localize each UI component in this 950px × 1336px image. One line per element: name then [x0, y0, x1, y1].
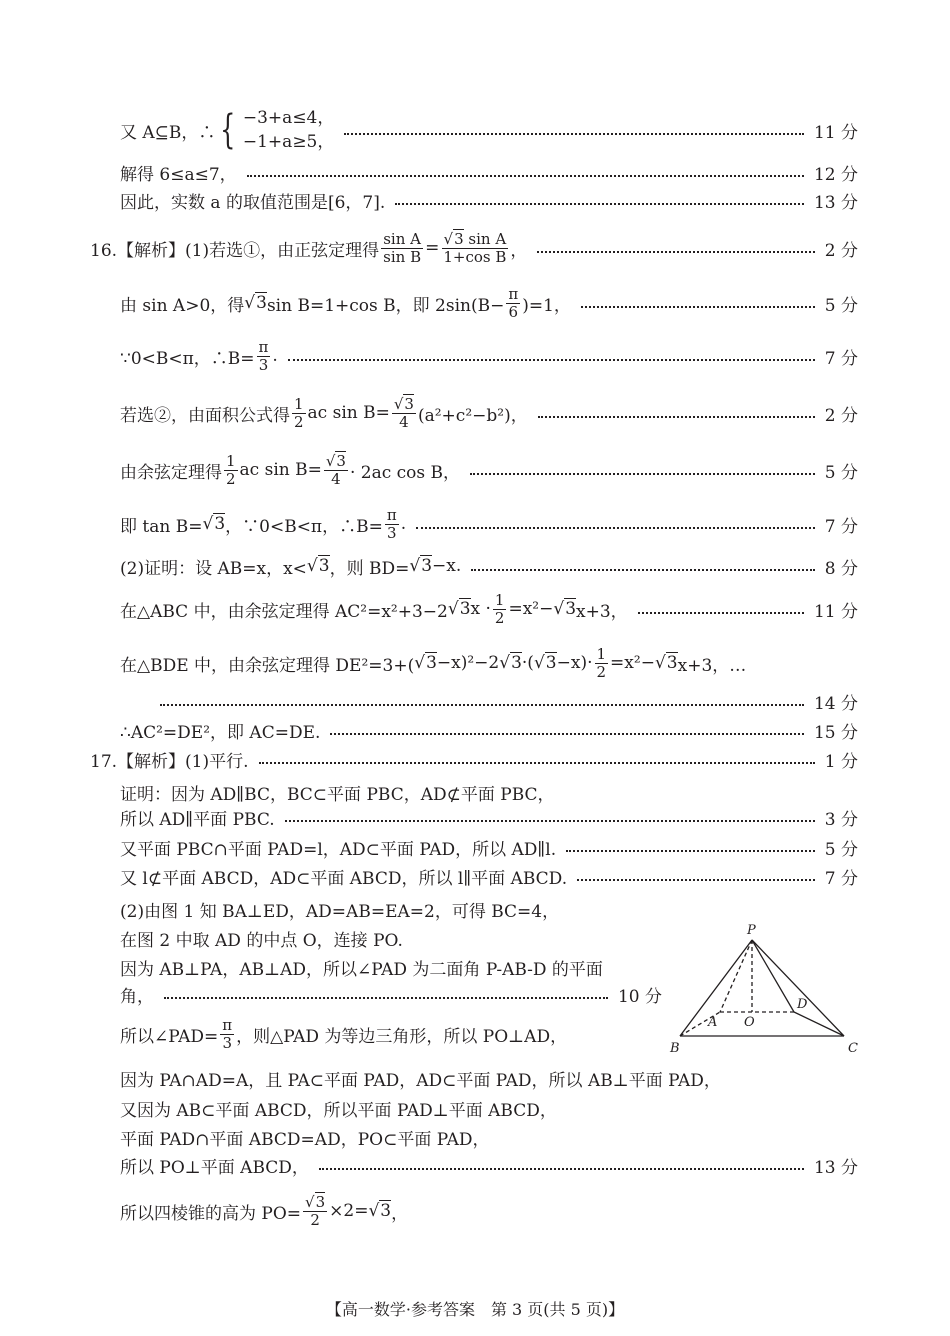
q15-step-13	[120, 185, 858, 215]
score: 1 分	[824, 751, 858, 772]
edge-pd	[752, 940, 794, 1012]
fraction: $\frac{\pi}{3}$	[386, 505, 397, 542]
score: 12 分	[813, 164, 858, 185]
leader-dots	[259, 762, 815, 764]
text: (2)证明：设 AB=x，x<	[120, 558, 307, 579]
q16-c3	[120, 643, 862, 683]
leader-dots	[330, 733, 804, 735]
text: .	[400, 514, 407, 534]
score: 3 分	[824, 809, 858, 830]
q17-b9	[120, 1150, 858, 1180]
label-c: C	[848, 1041, 858, 1056]
sqrt: √ 3	[499, 653, 522, 673]
q16-c2	[120, 589, 858, 629]
q16-c1	[120, 551, 858, 581]
fraction: $\frac{1}{2}$	[226, 451, 236, 488]
q16-a2	[120, 283, 858, 323]
q17-number: 17.【解析】(1)平行.	[90, 751, 249, 772]
fraction: √ $\frac{3}{4}$	[392, 396, 416, 431]
leader-dots	[395, 203, 804, 205]
text: 若选②，由面积公式得	[120, 405, 290, 426]
text: ，则△PAD 为等边三角形，所以 PO⊥AD，	[236, 1026, 568, 1047]
text: ac sin B=	[307, 403, 390, 423]
text: 在△ABC 中，由余弦定理得 AC²=x²+3−2	[120, 601, 448, 622]
text: ，则 BD=	[329, 558, 410, 579]
fraction: √ $\frac{3}{4}$	[324, 453, 348, 488]
fraction: √ $\frac{3}{2}$	[303, 1194, 327, 1229]
text: 所以 AD∥平面 PBC.	[120, 809, 275, 830]
score: 11 分	[813, 122, 858, 143]
text: ，∵0<B<π，∴B=	[225, 516, 383, 537]
fraction: $\frac{1}{2}$	[494, 590, 505, 627]
text: ·(	[521, 653, 534, 673]
text: 又 l⊄平面 ABCD，AD⊂平面 ABCD，所以 l∥平面 ABCD.	[120, 868, 568, 889]
text: 由 sin A>0，得	[120, 295, 245, 316]
q17-b10	[120, 1190, 858, 1232]
q17-b4	[120, 979, 662, 1009]
score: 5 分	[824, 839, 858, 860]
sqrt: √ 3	[244, 293, 267, 313]
q17-b7: 又因为 AB⊂平面 ABCD，所以平面 PAD⊥平面 ABCD，	[120, 1101, 557, 1121]
sqrt: √ 3	[307, 556, 330, 576]
leader-dots	[288, 359, 815, 361]
q15-l11-row1: −3+a≤4，	[242, 108, 335, 128]
text: −x)·	[556, 653, 593, 673]
sqrt: √ 3	[202, 514, 225, 534]
score: 7 分	[824, 516, 858, 537]
leader-dots	[470, 473, 815, 475]
page-footer: 【高一数学·参考答案 第 3 页(共 5 页)】	[325, 1300, 625, 1319]
leader-dots	[164, 997, 608, 999]
text: 又平面 PBC∩平面 PAD=l，AD⊂平面 PAD，所以 AD∥l.	[120, 839, 557, 860]
leader-dots	[416, 527, 815, 529]
fraction: $\frac{1}{2}$	[596, 644, 607, 681]
text: 即 tan B=	[120, 516, 203, 537]
text: 所以 PO⊥平面 ABCD，	[120, 1157, 309, 1178]
text: 在△BDE 中，由余弦定理得 DE²=3+(	[120, 655, 415, 676]
text: 由余弦定理得	[120, 462, 222, 483]
text: 所以∠PAD=	[120, 1026, 219, 1047]
q17-a3	[120, 802, 858, 832]
leader-dots	[247, 175, 804, 177]
text: ×2=	[329, 1201, 369, 1221]
score: 15 分	[813, 722, 858, 743]
left-brace: {	[220, 107, 236, 153]
q16-b2	[120, 450, 858, 490]
label-a: A	[708, 1015, 718, 1030]
q15-l13: 因此，实数 a 的取值范围是[6，7].	[120, 192, 386, 213]
score: 2 分	[824, 405, 858, 426]
pyramid-figure	[664, 920, 864, 1056]
q16-a1	[90, 228, 858, 268]
score: 5 分	[824, 295, 858, 316]
score: 7 分	[824, 348, 858, 369]
edge-pc	[752, 940, 844, 1036]
text: ∵0<B<π，∴B=	[120, 348, 255, 369]
leader-dots	[638, 612, 804, 614]
fraction: $\frac{\pi}{3}$	[222, 1015, 233, 1052]
q16-number: 16.【解析】(1)若选①，由正弦定理得	[90, 240, 380, 261]
leader-dots	[537, 251, 814, 253]
q17-b5	[120, 1014, 650, 1054]
fraction: $\frac{\pi}{3}$	[258, 337, 269, 374]
sqrt: √ 3	[368, 1201, 391, 1221]
score: 5 分	[824, 462, 858, 483]
score: 14 分	[813, 693, 858, 714]
q17-a4	[120, 832, 858, 862]
q15-inequality-system	[215, 106, 334, 154]
q16-c4	[120, 686, 858, 716]
q16-a3	[120, 336, 858, 376]
q17-a2: 证明：因为 AD∥BC，BC⊂平面 PBC，AD⊄平面 PBC，	[120, 785, 555, 805]
leader-dots	[566, 850, 815, 852]
leader-dots	[581, 306, 815, 308]
leader-dots	[344, 133, 804, 135]
text: −x.	[432, 556, 462, 576]
leader-dots	[538, 416, 815, 418]
sqrt: √ 3	[448, 599, 471, 619]
text: .	[272, 346, 278, 366]
text: · 2ac cos B，	[349, 462, 461, 483]
score: 8 分	[824, 558, 858, 579]
fraction: $\frac{\pi}{6}$	[508, 284, 519, 321]
score: 13 分	[813, 1157, 858, 1178]
text: )=1，	[522, 295, 571, 316]
text: (a²+c²−b²)，	[417, 405, 528, 426]
q17-b6: 因为 PA∩AD=A，且 PA⊂平面 PAD，AD⊂平面 PAD，所以 AB⊥平面 PAD，	[120, 1071, 721, 1091]
leader-dots	[577, 879, 815, 881]
text: x+3，	[576, 601, 628, 622]
q17-b3: 因为 AB⊥PA，AB⊥AD，所以∠PAD 为二面角 P-AB-D 的平面	[120, 960, 603, 980]
text: =x²−	[508, 599, 554, 619]
score: 11 分	[813, 601, 858, 622]
score: 10 分	[617, 986, 662, 1007]
text: ∴AC²=DE²，即 AC=DE.	[120, 722, 321, 743]
equals: =	[425, 238, 440, 258]
sqrt: √ 3	[534, 653, 557, 673]
q15-step-11	[120, 107, 858, 153]
label-b: B	[670, 1041, 680, 1056]
sqrt: √ 3	[409, 556, 432, 576]
sqrt: √ 3	[655, 653, 678, 673]
text: ，	[391, 1203, 409, 1224]
q15-step-12	[120, 157, 858, 187]
score: 2 分	[824, 240, 858, 261]
score: 13 分	[813, 192, 858, 213]
label-p: P	[747, 923, 756, 938]
fraction: √ $\frac{\text{3 sin A}}{\text{1+cos B}}$	[441, 231, 508, 266]
label-d: D	[797, 997, 808, 1012]
q16-b3	[120, 504, 858, 544]
q17-a5	[120, 861, 858, 891]
q15-l11-row2: −1+a≥5，	[242, 132, 335, 152]
text: 角，	[120, 986, 154, 1007]
punct: ，	[510, 240, 528, 261]
q17-b2: 在图 2 中取 AD 的中点 O，连接 PO.	[120, 931, 403, 951]
q17-b1: (2)由图 1 知 BA⊥ED，AD=AB=EA=2，可得 BC=4，	[120, 902, 560, 922]
fraction: $\frac{1}{2}$	[294, 394, 304, 431]
leader-dots	[471, 569, 814, 571]
q17-b8: 平面 PAD∩平面 ABCD=AD，PO⊂平面 PAD，	[120, 1130, 490, 1150]
text: ac sin B=	[239, 460, 322, 480]
text: 所以四棱锥的高为 PO=	[120, 1203, 302, 1224]
text: −x)²−2	[436, 653, 500, 673]
text: =x²−	[610, 653, 655, 673]
score: 7 分	[824, 868, 858, 889]
sqrt: √ 3	[414, 653, 437, 673]
leader-dots	[285, 820, 815, 822]
q15-l11-pre: 又 A⊆B，∴	[120, 122, 216, 143]
label-o: O	[744, 1015, 755, 1030]
leader-dots	[160, 704, 804, 706]
q16-c5	[120, 715, 858, 745]
sqrt: √ 3	[553, 599, 576, 619]
text: x+3，…	[677, 655, 747, 676]
q17-a1	[90, 744, 858, 774]
fraction: $\frac{\text{sin A}}{\text{sin B}}$	[383, 229, 422, 266]
leader-dots	[319, 1168, 804, 1170]
edge-dc	[794, 1012, 844, 1036]
q16-b1	[120, 393, 858, 433]
text: sin B=1+cos B，即 2sin(B−	[266, 295, 505, 316]
q15-l12: 解得 6≤a≤7，	[120, 164, 237, 185]
text: x ·	[470, 599, 491, 619]
